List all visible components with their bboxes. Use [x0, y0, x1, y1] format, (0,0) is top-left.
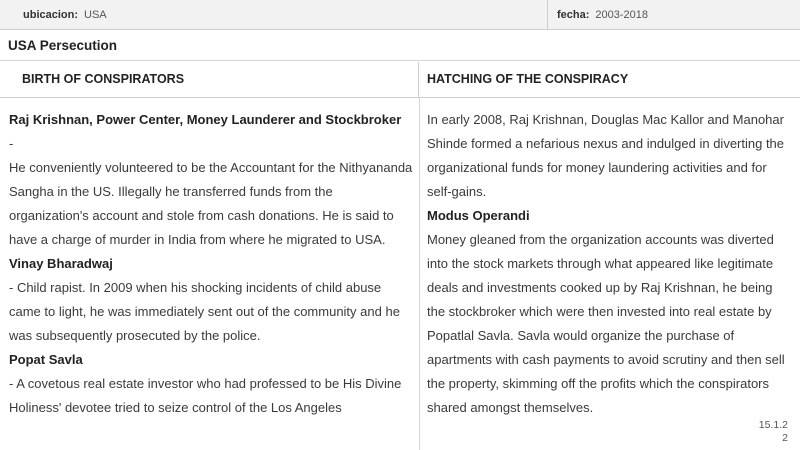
popat-savla-heading: Popat Savla [9, 352, 83, 367]
raj-krishnan-description: He conveniently volunteered to be the Accountant for the Nithyananda Sangha in the US. Illegally he transferred funds from the organization's account and stole from cash donations. He is said to have a charge of murder in India from where he migrated to USA. [9, 160, 413, 247]
conspiracy-description: In early 2008, Raj Krishnan, Douglas Mac Kallor and Manohar Shinde formed a nefarious nexus and indulged in diverting the organizational funds for money laundering activities and for self-gains. [427, 112, 785, 199]
metadata-bar [0, 0, 800, 30]
right-column-text [427, 108, 789, 420]
modus-operandi-description: Money gleaned from the organization accounts was diverted into the stock markets through what appeared like legitimate deals and investments cooked up by Raj Krishnan, he being the stockbroker which were then invested into real estate by Popatlal Savla. Savla would organize the purchase of apartments with cash payments to avoid scrutiny and then sell the property, skimming off the profits which the conspirators shared amongst themselves. [427, 232, 785, 415]
page-number [759, 419, 788, 445]
raj-krishnan-heading: Raj Krishnan, Power Center, Money Launderer and Stockbroker [9, 112, 402, 127]
page-number-line1: 15.1.2 [758, 419, 788, 431]
date-value: 2003-2018 [595, 9, 649, 21]
location-value: USA [84, 9, 107, 21]
location-label: ubicacion: [23, 9, 79, 21]
location-field [0, 0, 548, 29]
column-header-birth: BIRTH OF CONSPIRATORS [0, 62, 419, 98]
modus-operandi-heading: Modus Operandi [427, 208, 530, 223]
vinay-bharadwaj-heading: Vinay Bharadwaj [9, 256, 113, 271]
page-number-line2: 2 [782, 432, 788, 444]
section-title: USA Persecution [0, 31, 800, 61]
column-divider [419, 98, 420, 450]
date-label: fecha: [557, 9, 590, 21]
date-field [549, 0, 800, 29]
vinay-bharadwaj-description: - Child rapist. In 2009 when his shocking incidents of child abuse came to light, he was immediately sent out of the community and he was subsequently prosecuted by the police. [9, 280, 400, 343]
popat-savla-description: - A covetous real estate investor who had professed to be His Divine Holiness' devotee tried to seize control of the Los Angeles [9, 376, 402, 415]
column-header-hatching: HATCHING OF THE CONSPIRACY [419, 62, 800, 98]
raj-krishnan-dash: - [9, 136, 14, 151]
left-column-text [9, 108, 414, 420]
